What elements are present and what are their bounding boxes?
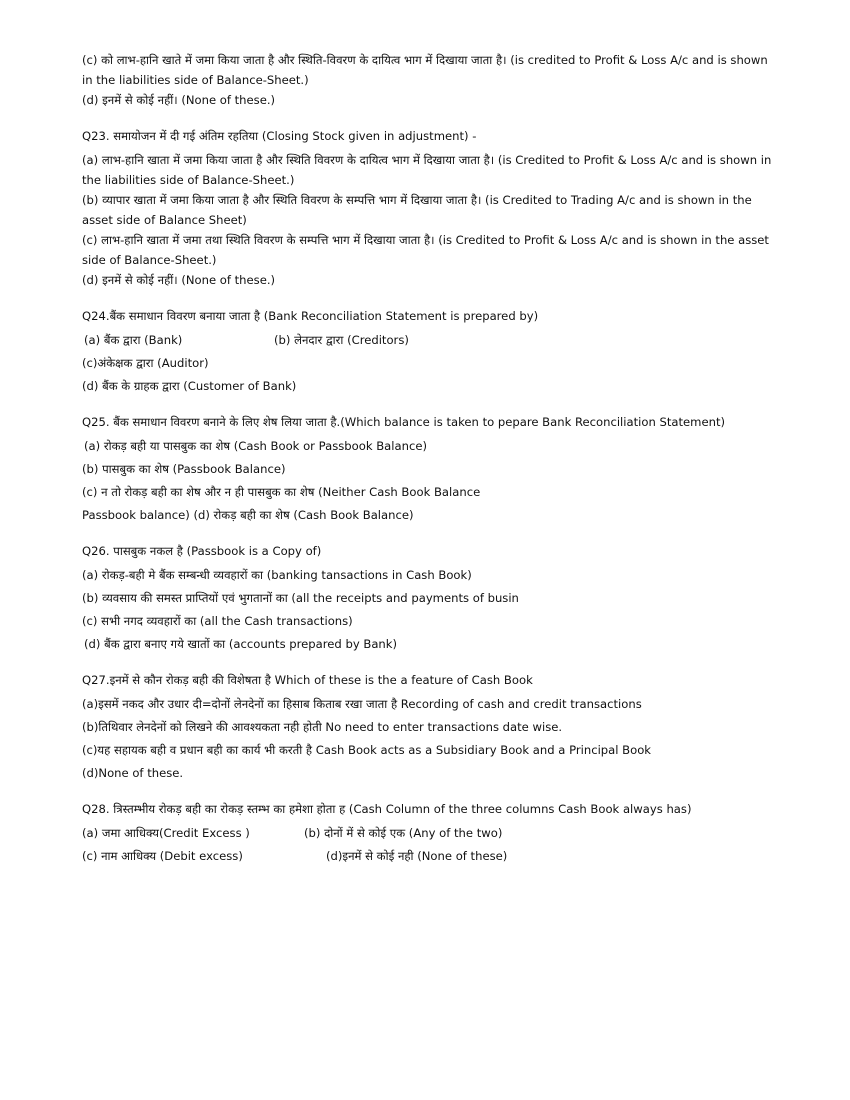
q23-option-d: (d) इनमें से कोई नहीं। (None of these.) (82, 273, 276, 287)
q22-option-c: (c) को लाभ-हानि खाते में जमा किया जाता है और स्थिति-विवरण के दायित्व भाग में दिखाया जाता है। (is credited to Profit & Loss A/c and is shown in the liabilities side of Balance-Sheet.) (82, 53, 768, 87)
q27-option-b: (b)तिथिवार लेनदेनों को लिखने की आवश्यकता नही होती No need to enter transactions date wise. (82, 720, 563, 734)
q25-option-c-continued: Passbook balance) (d) रोकड़ बही का शेष (Cash Book Balance) (82, 508, 414, 522)
q25-option-a: (a) रोकड़ बही या पासबुक का शेष (Cash Book or Passbook Balance) (84, 439, 427, 453)
q24-option-b: (b) लेनदार द्वारा (Creditors) (274, 333, 409, 347)
q25-option-b: (b) पासबुक का शेष (Passbook Balance) (82, 462, 286, 476)
question-25 (82, 412, 772, 525)
q23-option-c: (c) लाभ-हानि खाता में जमा तथा स्थिति विवरण के सम्पत्ति भाग में दिखाया जाता है। (is Credited to Profit & Loss A/c and is shown in the asset side of Balance-Sheet.) (82, 233, 769, 267)
q26-text: Q26. पासबुक नकल है (Passbook is a Copy of) (82, 544, 322, 558)
q23-text: Q23. समायोजन में दी गई अंतिम रहतिया (Closing Stock given in adjustment) - (82, 129, 477, 143)
q28-option-b: (b) दोनों में से कोई एक (Any of the two) (304, 826, 503, 840)
q28-option-c: (c) नाम आधिक्य (Debit excess) (82, 849, 243, 863)
question-26 (82, 541, 772, 654)
q22-continuation (82, 50, 772, 110)
q27-text: Q27.इनमें से कौन रोकड़ बही की विशेषता है Which of these is the a feature of Cash Book (82, 673, 533, 687)
q28-text: Q28. त्रिस्तम्भीय रोकड़ बही का रोकड़ स्तम्भ का हमेशा होता ह (Cash Column of the three columns Cash Book always has) (82, 802, 692, 816)
q23-option-b: (b) व्यापार खाता में जमा किया जाता है और स्थिति विवरण के सम्पत्ति भाग में दिखाया जाता है। (is Credited to Trading A/c and is shown in the asset side of Balance Sheet) (82, 193, 752, 227)
question-24 (82, 306, 772, 396)
q26-option-a: (a) रोकड़-बही मे बैंक सम्बन्धी व्यवहारों का (banking tansactions in Cash Book) (82, 568, 472, 582)
q26-option-b: (b) व्यवसाय की समस्त प्राप्तियों एवं भुगतानों का (all the receipts and payments of busin (82, 591, 519, 605)
question-23 (82, 126, 772, 290)
q26-option-d: (d) बैंक द्वारा बनाए गये खातों का (accounts prepared by Bank) (84, 637, 398, 651)
q24-option-a: (a) बैंक द्वारा (Bank) (84, 333, 183, 347)
q27-option-c: (c)यह सहायक बही व प्रधान बही का कार्य भी करती है Cash Book acts as a Subsidiary Book and a Principal Book (82, 743, 652, 757)
q23-option-a: (a) लाभ-हानि खाता में जमा किया जाता है और स्थिति विवरण के दायित्व भाग में दिखाया जाता है। (is Credited to Profit & Loss A/c and is shown in the liabilities side of Balance-Sheet.) (82, 153, 772, 187)
q28-option-d: (d)इनमें से कोई नही (None of these) (326, 849, 508, 863)
q22-option-d: (d) इनमें से कोई नहीं। (None of these.) (82, 93, 276, 107)
q26-option-c: (c) सभी नगद व्यवहारों का (all the Cash transactions) (82, 614, 353, 628)
question-28 (82, 799, 772, 866)
q25-option-c: (c) न तो रोकड़ बही का शेष और न ही पासबुक का शेष (Neither Cash Book Balance (82, 485, 481, 499)
q24-option-d: (d) बैंक के ग्राहक द्वारा (Customer of Bank) (82, 379, 297, 393)
q24-option-c: (c)अंकेक्षक द्वारा (Auditor) (82, 356, 209, 370)
q27-option-d: (d)None of these. (82, 766, 184, 780)
q28-option-a: (a) जमा आधिक्य(Credit Excess ) (82, 826, 250, 840)
question-27 (82, 670, 772, 783)
q24-text: Q24.बैंक समाधान विवरण बनाया जाता है (Bank Reconciliation Statement is prepared by) (82, 309, 539, 323)
q25-text: Q25. बैंक समाधान विवरण बनाने के लिए शेष लिया जाता है.(Which balance is taken to pepare Bank Reconciliation Statement) (82, 415, 726, 429)
question-page (82, 50, 772, 882)
q27-option-a: (a)इसमें नकद और उधार दी=दोनों लेनदेनों का हिसाब किताब रखा जाता है Recording of cash and credit transactions (82, 697, 642, 711)
